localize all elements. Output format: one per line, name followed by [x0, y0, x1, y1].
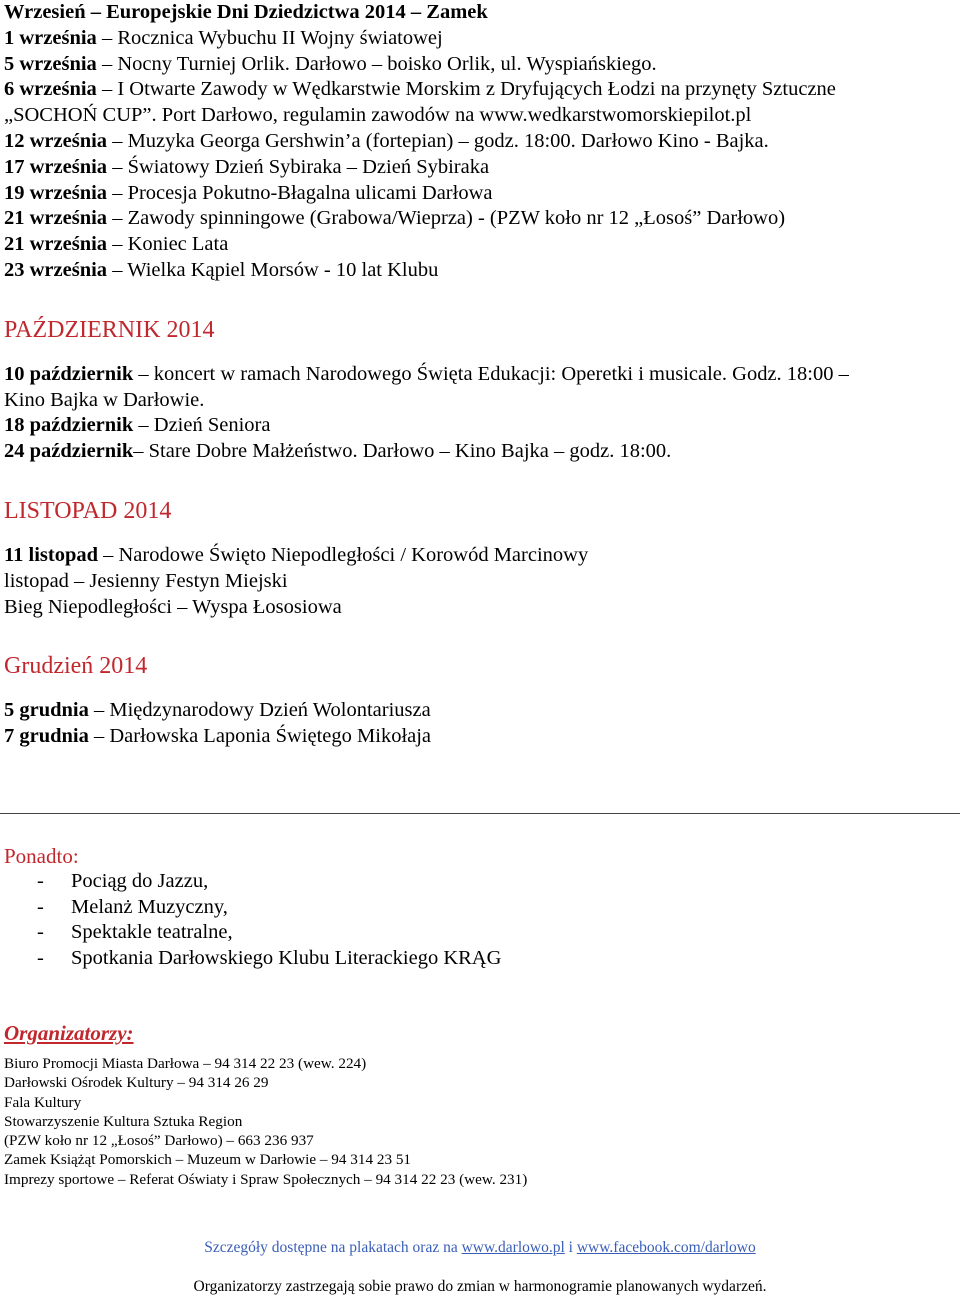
organizer-item: Darłowski Ośrodek Kultury – 94 314 26 29 [4, 1074, 269, 1092]
organizer-item: Fala Kultury [4, 1093, 82, 1111]
event-text: Narodowe Święto Niepodległości / Korowód Marcinowy [118, 543, 589, 566]
event-text: listopad – Jesienny Festyn Miejski [4, 569, 288, 592]
event-separator: – [107, 258, 128, 281]
additional-event-item [4, 895, 501, 921]
divider-line [0, 813, 960, 814]
bullet-dash: - [37, 870, 44, 892]
event-date: 12 września [4, 129, 108, 152]
additional-events-list [4, 869, 501, 971]
event-date: 10 październik [4, 362, 134, 385]
event-line [4, 103, 954, 129]
event-line [4, 232, 954, 258]
additional-events-title: Ponadto: [4, 844, 79, 868]
event-date: 5 grudnia [4, 699, 89, 722]
event-line [4, 258, 954, 284]
organizers-title: Organizatorzy: [4, 1021, 134, 1045]
september-section [4, 0, 954, 284]
event-separator: – [107, 155, 128, 178]
event-separator: – [133, 440, 149, 463]
additional-event-item [4, 920, 501, 946]
event-text: Muzyka Georga Gershwin’a (fortepian) – godz. 18:00. Darłowo Kino - Bajka. [127, 129, 769, 152]
event-date: 21 września [4, 233, 108, 256]
event-separator: – [107, 207, 128, 230]
event-text: I Otwarte Zawody w Wędkarstwie Morskim z Dryfujących Łodzi na przynęty Sztuczne [117, 78, 836, 101]
event-separator: – [96, 52, 118, 75]
event-text: Europejskie Dni Dziedzictwa 2014 – Zamek [106, 1, 488, 23]
event-separator: – [88, 725, 110, 748]
additional-event-text: Spektakle teatralne, [71, 921, 233, 943]
event-line [4, 595, 954, 621]
organizers [4, 1020, 527, 1189]
event-text: Międzynarodowy Dzień Wolontariusza [109, 699, 431, 722]
event-line [4, 52, 954, 78]
event-text: Procesja Pokutno-Błagalna ulicami Darłowa [127, 181, 493, 204]
event-line [4, 206, 954, 232]
event-text: Koniec Lata [127, 233, 229, 256]
event-separator: – [98, 543, 119, 566]
event-date: 7 grudnia [4, 725, 89, 748]
bullet-dash: - [37, 895, 44, 918]
additional-event-text: Spotkania Darłowskiego Klubu Literackiego KRĄG [71, 946, 502, 969]
event-separator: – [85, 1, 107, 23]
event-separator: – [88, 699, 110, 722]
event-line [4, 698, 954, 724]
footer-mid: i [564, 1239, 577, 1256]
event-text: Wielka Kąpiel Morsów - 10 lat Klubu [127, 258, 439, 281]
event-line [4, 569, 954, 595]
organizer-item: (PZW koło nr 12 „Łosoś” Darłowo) – 663 236 937 [4, 1132, 314, 1150]
footer-links [0, 1239, 960, 1257]
event-separator: – [96, 78, 118, 101]
event-line [4, 181, 954, 207]
event-line [4, 543, 954, 569]
event-separator: – [107, 129, 128, 152]
event-date: 1 września [4, 26, 97, 49]
december-heading: Grudzień 2014 [4, 653, 148, 680]
organizer-item: Stowarzyszenie Kultura Sztuka Region [4, 1112, 243, 1130]
event-line [4, 439, 954, 465]
event-date: 5 września [4, 52, 97, 75]
event-text: „SOCHOŃ CUP”. Port Darłowo, regulamin zawodów na www.wedkarstwomorskiepilot.pl [4, 104, 752, 127]
event-separator: – [96, 26, 118, 49]
organizer-item: Biuro Promocji Miasta Darłowa – 94 314 22 23 (wew. 224) [4, 1055, 367, 1072]
event-text: koncert w ramach Narodowego Święta Edukacji: Operetki i musicale. Godz. 18:00 – [153, 362, 849, 385]
event-text: Światowy Dzień Sybiraka – Dzień Sybiraka [127, 155, 490, 178]
additional-event-text: Pociąg do Jazzu, [71, 870, 209, 892]
organizers-list [4, 1054, 527, 1189]
footer-prefix: Szczegóły dostępne na plakatach oraz na [204, 1239, 462, 1256]
event-text: Rocznica Wybuchu II Wojny światowej [117, 26, 443, 49]
event-text: Stare Dobre Małżeństwo. Darłowo – Kino Bajka – godz. 18:00. [148, 440, 672, 463]
event-line [4, 0, 954, 26]
event-line [4, 26, 954, 52]
event-date: 21 września [4, 207, 108, 230]
october-section [4, 362, 954, 465]
event-separator: – [133, 362, 154, 385]
organizer-item: Imprezy sportowe – Referat Oświaty i Spraw Społecznych – 94 314 22 23 (wew. 231) [4, 1170, 528, 1188]
additional-event-text: Melanż Muzyczny, [71, 895, 228, 918]
event-date: 19 września [4, 181, 108, 204]
darlowo-link[interactable]: www.darlowo.pl [461, 1239, 565, 1256]
event-text: Kino Bajka w Darłowie. [4, 388, 205, 411]
event-separator: – [107, 181, 128, 204]
footer-disclaimer: Organizatorzy zastrzegają sobie prawo do zmian w harmonogramie planowanych wydarzeń. [193, 1278, 767, 1295]
event-line [4, 724, 954, 750]
event-calendar [4, 0, 954, 750]
event-text: Darłowska Laponia Świętego Mikołaja [109, 725, 432, 748]
event-date: Wrzesień [4, 1, 86, 23]
bullet-dash: - [37, 946, 44, 969]
event-separator: – [107, 233, 128, 256]
event-date: 24 październik [4, 440, 134, 463]
additional-event-item [4, 946, 501, 972]
event-date: 6 września [4, 78, 97, 101]
facebook-link[interactable]: www.facebook.com/darlowo [576, 1239, 756, 1256]
november-heading: LISTOPAD 2014 [4, 497, 172, 524]
organizer-item: Zamek Książąt Pomorskich – Muzeum w Darłowie – 94 314 23 51 [4, 1151, 412, 1169]
october-heading: PAŹDZIERNIK 2014 [4, 316, 215, 343]
event-text: Nocny Turniej Orlik. Darłowo – boisko Orlik, ul. Wyspiańskiego. [117, 52, 657, 75]
additional-events [4, 843, 501, 971]
event-text: Bieg Niepodległości – Wyspa Łososiowa [4, 595, 342, 618]
event-line [4, 129, 954, 155]
event-line [4, 155, 954, 181]
event-date: 17 września [4, 155, 108, 178]
bullet-dash: - [37, 921, 44, 943]
event-date: 23 września [4, 258, 108, 281]
additional-event-item [4, 869, 501, 895]
event-separator: – [133, 414, 154, 437]
december-section [4, 698, 954, 750]
event-line [4, 388, 954, 414]
event-date: 18 październik [4, 414, 134, 437]
event-text: Dzień Seniora [153, 414, 271, 437]
event-line [4, 413, 954, 439]
event-line [4, 77, 954, 103]
november-section [4, 543, 954, 620]
event-line [4, 362, 954, 388]
event-date: 11 listopad [4, 543, 98, 566]
event-text: Zawody spinningowe (Grabowa/Wieprza) - (PZW koło nr 12 „Łosoś” Darłowo) [127, 207, 786, 230]
